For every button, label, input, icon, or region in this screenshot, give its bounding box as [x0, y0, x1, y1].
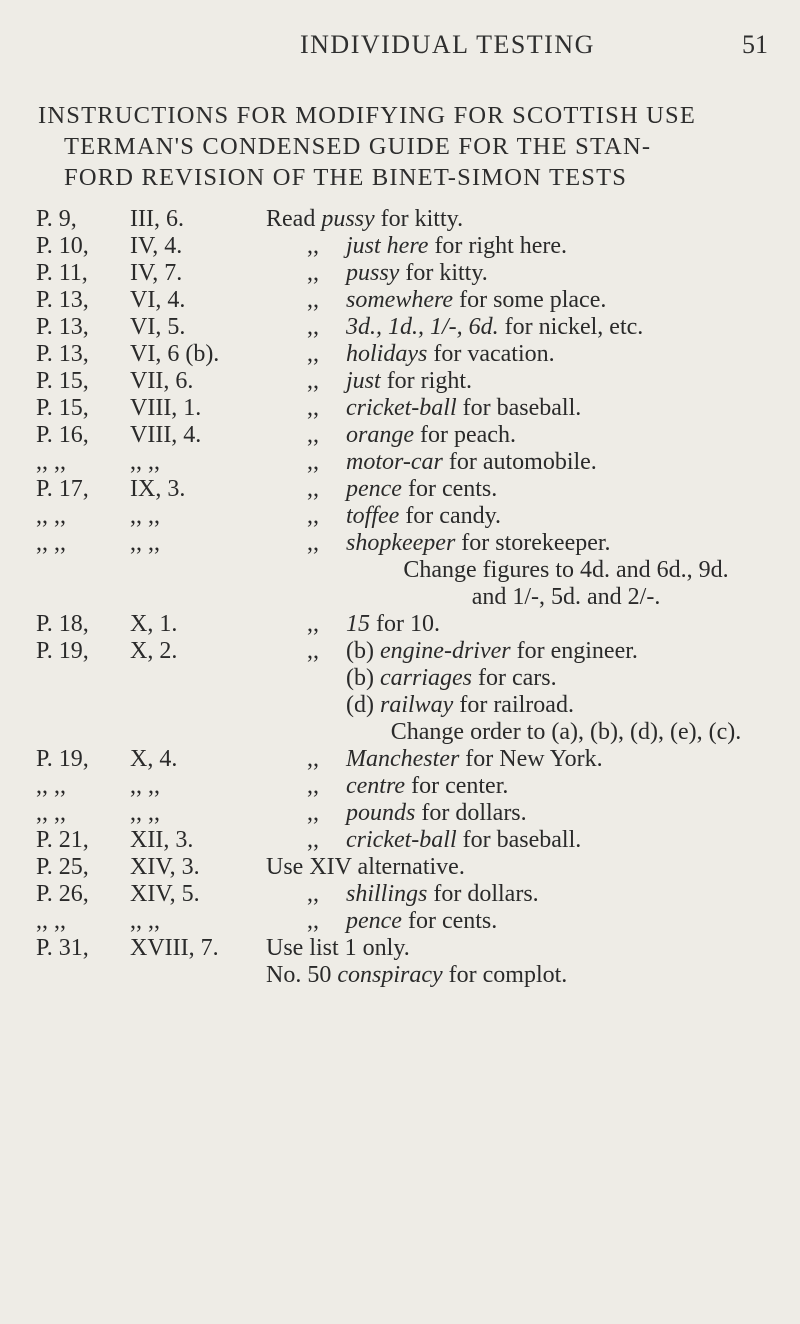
list-row: [0, 476, 800, 503]
test-ref: IV, 4.: [130, 233, 183, 259]
instruction-plain: for baseball.: [456, 395, 582, 421]
ditto-mark: ,,: [307, 827, 319, 853]
instruction-plain: Use XIV alternative.: [266, 854, 465, 880]
heading-line-3: FORD REVISION OF THE BINET-SIMON TESTS: [64, 164, 628, 191]
instruction-plain: Change figures to 4d. and 6d., 9d.: [403, 557, 729, 583]
list-row: [0, 233, 800, 260]
instruction-plain: for center.: [405, 773, 509, 799]
instruction-term: pussy: [346, 260, 400, 286]
instruction-term: railway: [379, 692, 454, 718]
test-ref: IX, 3.: [130, 476, 186, 502]
ditto-mark: ,,: [307, 287, 319, 313]
list-row: [0, 314, 800, 341]
page-ref: ,, ,,: [36, 800, 66, 826]
list-row: [0, 584, 800, 611]
list-row: [0, 719, 800, 746]
page-ref: P. 9,: [36, 206, 77, 232]
instruction-plain: for cars.: [471, 665, 557, 691]
ditto-mark: ,,: [307, 449, 319, 475]
list-row: [0, 287, 800, 314]
page-ref: P. 25,: [36, 854, 89, 880]
page-number: 51: [742, 30, 768, 59]
test-ref: IV, 7.: [130, 260, 183, 286]
instruction-plain: for peach.: [414, 422, 516, 448]
instruction-text: [346, 260, 488, 287]
list-row: [0, 503, 800, 530]
instruction-term: conspiracy: [337, 962, 443, 988]
list-row: [0, 827, 800, 854]
instruction-plain: (b): [346, 638, 380, 664]
instruction-text: [266, 854, 465, 881]
page-ref: ,, ,,: [36, 773, 66, 799]
test-ref: VI, 4.: [130, 287, 186, 313]
instruction-term: centre: [346, 773, 406, 799]
instruction-term: Manchester: [346, 746, 460, 772]
page-ref: P. 15,: [36, 395, 89, 421]
instruction-text: [346, 800, 527, 827]
page-ref: P. 21,: [36, 827, 89, 853]
instruction-term: engine-driver: [379, 638, 511, 664]
page-ref: P. 17,: [36, 476, 89, 502]
instruction-plain: for candy.: [399, 503, 502, 529]
instruction-text: [346, 314, 643, 341]
list-row: [0, 746, 800, 773]
list-row: [0, 665, 800, 692]
instruction-text: [346, 692, 574, 719]
instruction-plain: for some place.: [453, 287, 607, 313]
instruction-term: pence: [346, 476, 402, 502]
instruction-text: [346, 557, 786, 584]
instruction-plain: No. 50: [266, 962, 338, 988]
instruction-text: [346, 530, 611, 557]
page-ref: ,, ,,: [36, 530, 66, 556]
heading-line-1: INSTRUCTIONS FOR MODIFYING FOR SCOTTISH USE: [38, 102, 697, 129]
test-ref: VIII, 4.: [130, 422, 202, 448]
test-ref: ,, ,,: [130, 530, 160, 556]
heading-line-2: TERMAN'S CONDENSED GUIDE FOR THE STAN-: [64, 133, 652, 160]
ditto-mark: ,,: [307, 530, 319, 556]
list-row: [0, 638, 800, 665]
test-ref: XII, 3.: [130, 827, 194, 853]
page-ref: P. 18,: [36, 611, 89, 637]
list-row: [0, 557, 800, 584]
list-row: [0, 341, 800, 368]
instruction-term: holidays: [346, 341, 428, 367]
instruction-term: 15: [346, 611, 370, 637]
instruction-term: cricket-ball: [346, 827, 457, 853]
test-ref: VI, 6 (b).: [130, 341, 220, 367]
instruction-text: [346, 584, 786, 611]
instruction-text: [346, 881, 539, 908]
page-ref: P. 19,: [36, 746, 89, 772]
page-ref: P. 31,: [36, 935, 89, 961]
test-ref: ,, ,,: [130, 449, 160, 475]
list-row: [0, 881, 800, 908]
ditto-mark: ,,: [307, 908, 319, 934]
instruction-term: just here: [346, 233, 429, 259]
instruction-plain: Use list 1 only.: [266, 935, 410, 961]
page-ref: P. 26,: [36, 881, 89, 907]
test-ref: ,, ,,: [130, 503, 160, 529]
ditto-mark: ,,: [307, 638, 319, 664]
instruction-text: [346, 422, 516, 449]
instruction-plain: Read: [266, 206, 322, 232]
instruction-term: pence: [346, 908, 402, 934]
ditto-mark: ,,: [307, 476, 319, 502]
list-row: [0, 611, 800, 638]
list-row: [0, 368, 800, 395]
instruction-plain: for New York.: [459, 746, 603, 772]
instruction-text: [346, 476, 497, 503]
instruction-plain: (b): [346, 665, 380, 691]
instruction-term: just: [346, 368, 381, 394]
instruction-term: shillings: [346, 881, 428, 907]
instruction-term: pussy: [321, 206, 375, 232]
instruction-term: motor-car: [346, 449, 443, 475]
instruction-plain: for storekeeper.: [455, 530, 611, 556]
instruction-plain: Change order to (a), (b), (d), (e), (c).: [390, 719, 742, 745]
instruction-plain: for cents.: [401, 476, 498, 502]
ditto-mark: ,,: [307, 260, 319, 286]
instruction-text: [346, 287, 606, 314]
test-ref: X, 2.: [130, 638, 178, 664]
instruction-term: cricket-ball: [346, 395, 457, 421]
ditto-mark: ,,: [307, 395, 319, 421]
ditto-mark: ,,: [307, 800, 319, 826]
page-ref: P. 13,: [36, 287, 89, 313]
instruction-term: carriages: [379, 665, 472, 691]
instruction-plain: for railroad.: [453, 692, 574, 718]
list-row: [0, 908, 800, 935]
ditto-mark: ,,: [307, 746, 319, 772]
running-title: INDIVIDUAL TESTING: [300, 30, 595, 59]
instruction-plain: for engineer.: [510, 638, 638, 664]
instruction-text: [346, 503, 501, 530]
list-row: [0, 692, 800, 719]
page-ref: P. 15,: [36, 368, 89, 394]
test-ref: XIV, 3.: [130, 854, 200, 880]
list-row: [0, 800, 800, 827]
instruction-plain: for dollars.: [415, 800, 527, 826]
instruction-text: [346, 908, 497, 935]
instruction-text: [266, 206, 463, 233]
instruction-text: [346, 665, 557, 692]
instruction-term: 3d., 1d., 1/-, 6d.: [346, 314, 499, 340]
section-heading: [38, 100, 783, 193]
instruction-text: [346, 341, 555, 368]
instruction-list: [0, 206, 800, 989]
ditto-mark: ,,: [307, 773, 319, 799]
ditto-mark: ,,: [307, 314, 319, 340]
instruction-plain: for kitty.: [374, 206, 464, 232]
instruction-term: shopkeeper: [346, 530, 456, 556]
page-ref: P. 10,: [36, 233, 89, 259]
instruction-term: toffee: [346, 503, 400, 529]
instruction-text: [346, 719, 786, 746]
ditto-mark: ,,: [307, 611, 319, 637]
test-ref: VII, 6.: [130, 368, 194, 394]
ditto-mark: ,,: [307, 503, 319, 529]
page-ref: P. 19,: [36, 638, 89, 664]
instruction-text: [346, 233, 567, 260]
instruction-plain: for dollars.: [427, 881, 539, 907]
list-row: [0, 962, 800, 989]
test-ref: ,, ,,: [130, 908, 160, 934]
page-ref: P. 11,: [36, 260, 88, 286]
ditto-mark: ,,: [307, 368, 319, 394]
test-ref: III, 6.: [130, 206, 184, 232]
page-ref: P. 13,: [36, 341, 89, 367]
ditto-mark: ,,: [307, 341, 319, 367]
instruction-text: [346, 638, 638, 665]
ditto-mark: ,,: [307, 881, 319, 907]
instruction-plain: for right here.: [428, 233, 568, 259]
test-ref: ,, ,,: [130, 773, 160, 799]
instruction-plain: (d): [346, 692, 380, 718]
page-ref: P. 13,: [36, 314, 89, 340]
instruction-term: pounds: [346, 800, 416, 826]
instruction-plain: for kitty.: [399, 260, 488, 286]
page-ref: P. 16,: [36, 422, 89, 448]
page-ref: ,, ,,: [36, 908, 66, 934]
list-row: [0, 395, 800, 422]
page-ref: ,, ,,: [36, 449, 66, 475]
instruction-plain: for vacation.: [427, 341, 555, 367]
instruction-plain: for nickel, etc.: [498, 314, 644, 340]
test-ref: X, 1.: [130, 611, 178, 637]
instruction-text: [346, 746, 603, 773]
instruction-plain: for complot.: [442, 962, 568, 988]
list-row: [0, 854, 800, 881]
ditto-mark: ,,: [307, 233, 319, 259]
list-row: [0, 449, 800, 476]
instruction-text: [266, 962, 567, 989]
instruction-plain: and 1/-, 5d. and 2/-.: [471, 584, 661, 610]
test-ref: VIII, 1.: [130, 395, 202, 421]
list-row: [0, 260, 800, 287]
test-ref: VI, 5.: [130, 314, 186, 340]
instruction-text: [346, 773, 508, 800]
instruction-text: [346, 395, 581, 422]
list-row: [0, 773, 800, 800]
instruction-term: somewhere: [346, 287, 454, 313]
instruction-text: [346, 449, 597, 476]
running-head: [0, 30, 800, 70]
test-ref: ,, ,,: [130, 800, 160, 826]
instruction-plain: for automobile.: [442, 449, 597, 475]
instruction-text: [346, 368, 472, 395]
instruction-plain: for 10.: [370, 611, 440, 637]
instruction-text: [346, 611, 440, 638]
instruction-term: orange: [346, 422, 414, 448]
instruction-plain: for baseball.: [456, 827, 582, 853]
list-row: [0, 530, 800, 557]
test-ref: X, 4.: [130, 746, 178, 772]
instruction-plain: for cents.: [401, 908, 498, 934]
instruction-text: [346, 827, 581, 854]
test-ref: XVIII, 7.: [130, 935, 219, 961]
page-ref: ,, ,,: [36, 503, 66, 529]
instruction-text: [266, 935, 410, 962]
ditto-mark: ,,: [307, 422, 319, 448]
test-ref: XIV, 5.: [130, 881, 200, 907]
list-row: [0, 935, 800, 962]
list-row: [0, 422, 800, 449]
list-row: [0, 206, 800, 233]
instruction-plain: for right.: [380, 368, 472, 394]
